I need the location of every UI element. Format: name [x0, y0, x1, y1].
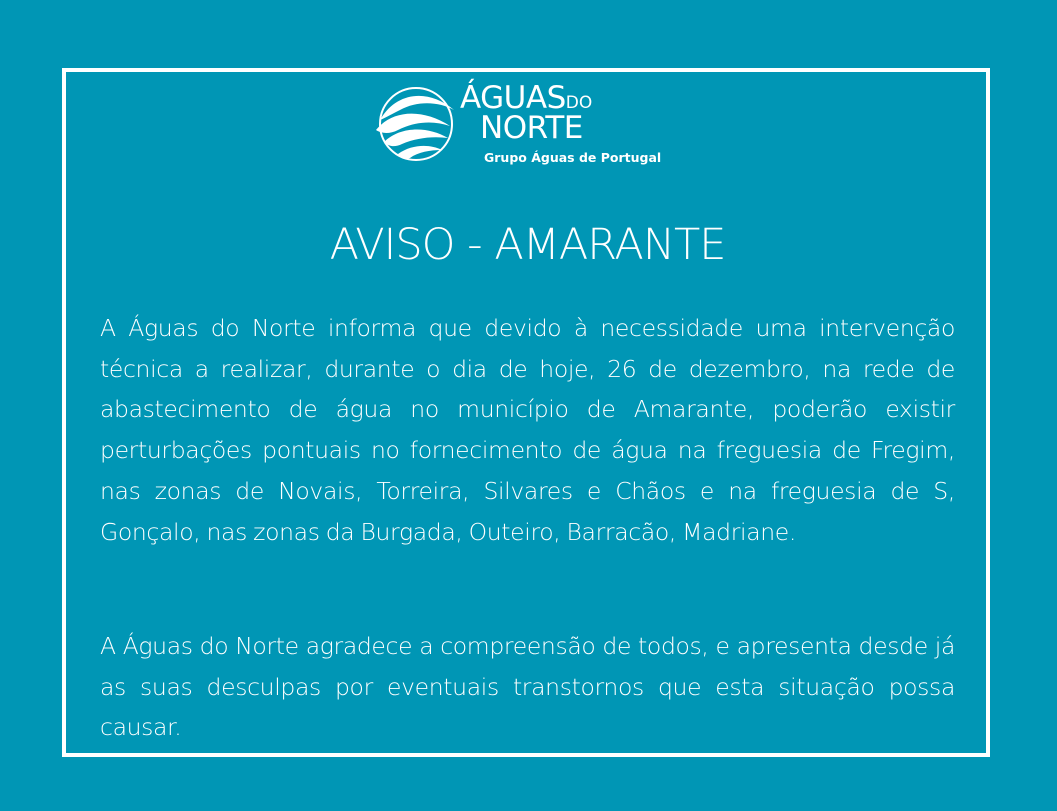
notice-paragraph-1: A Águas do Norte informa que devido à necessidade uma intervenção técnica a realizar, durante o dia de hoje, 26 de dezembro, na rede de abastecimento de água no município de Amarante, poderão existir perturbações pontuais no fornecimento de água na freguesia de Fregim, nas zonas de Novais, Torreira, Silvares e Chãos e na freguesia de S, Gonçalo, nas zonas da Burgada, Outeiro, Barracão, Madriane. [100, 314, 955, 546]
brand-tagline: Grupo Águas de Portugal [484, 150, 662, 165]
notice-title: AVISO - AMARANTE [329, 220, 726, 270]
wave-swirl-icon [370, 80, 470, 170]
brand-name-second: NORTE [480, 110, 583, 146]
brand-name-main: ÁGUAS [460, 80, 566, 116]
notice-paragraph-2: A Águas do Norte agradece a compreensão de todos, e apresenta desde já as suas desculpas por eventuais transtornos que esta situação possa causar. [100, 632, 955, 742]
brand-name-connector: DO [565, 93, 593, 113]
brand-logo [370, 80, 700, 170]
